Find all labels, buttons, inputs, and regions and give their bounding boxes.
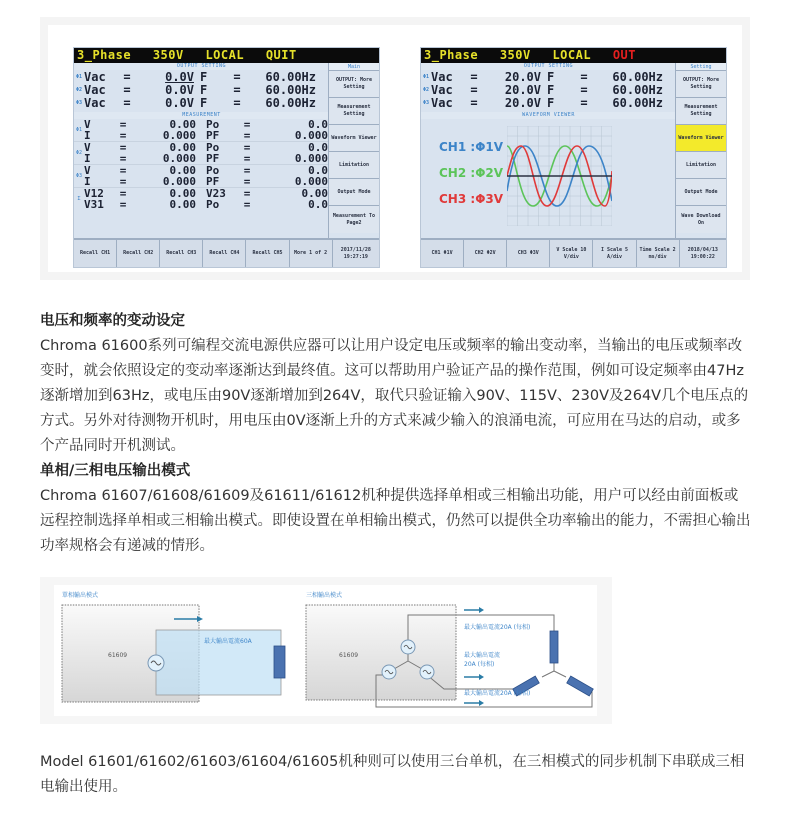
meas-label: Po bbox=[206, 141, 220, 154]
equals: = bbox=[470, 95, 478, 110]
lcd-status-bar bbox=[421, 48, 726, 63]
meas-label: PF bbox=[206, 152, 220, 165]
section-phase-mode bbox=[40, 459, 752, 559]
equals: = bbox=[233, 82, 241, 97]
ch2-label: CH2 :Φ2V bbox=[439, 166, 504, 180]
equals: = bbox=[119, 187, 127, 200]
current-label: 最大輸出電流60A bbox=[204, 638, 252, 645]
equals: = bbox=[123, 69, 131, 84]
meas-label: V bbox=[84, 164, 91, 177]
softkey-footer bbox=[421, 238, 726, 267]
vac-value-field[interactable]: 0.0V bbox=[165, 95, 194, 110]
meas-value: 0.00 bbox=[169, 141, 196, 154]
softkey-header: Main bbox=[329, 63, 379, 71]
output-row-ch2 bbox=[421, 83, 676, 96]
softkey-column bbox=[675, 63, 726, 240]
lcd-screenshots-figure bbox=[40, 17, 750, 280]
control-label: LOCAL bbox=[552, 48, 592, 62]
freq-label: F bbox=[547, 95, 555, 110]
channel-tag: Φ1 bbox=[75, 127, 83, 133]
freq-value-field[interactable]: 60.00Hz bbox=[612, 69, 663, 84]
single-phase-title: 單相輸出模式 bbox=[62, 592, 99, 599]
meas-value: 0.000 bbox=[162, 129, 196, 142]
meas-value: 0.00 bbox=[169, 118, 196, 131]
meas-value: 0.000 bbox=[294, 152, 328, 165]
channel-tag: Φ3 bbox=[75, 173, 83, 179]
meas-label: PF bbox=[206, 129, 220, 142]
datetime-display: 2018/04/13 19:00:22 bbox=[687, 246, 718, 260]
current-label-phase1: 最大輸出電流20A (每相) bbox=[464, 624, 531, 631]
softkey-measurement-page2[interactable]: Measurement To Page2 bbox=[329, 206, 379, 233]
section-heading: 单相/三相电压输出模式 bbox=[40, 463, 191, 479]
meas-value: 0.00 bbox=[169, 198, 196, 211]
equals: = bbox=[119, 198, 127, 211]
output-row-ch1 bbox=[74, 70, 329, 83]
softkey-footer bbox=[74, 238, 379, 267]
measurement-group-ch3 bbox=[74, 165, 329, 188]
equals: = bbox=[580, 95, 588, 110]
measurement-group-ch2 bbox=[74, 142, 329, 165]
vac-value-field[interactable]: 0.0V bbox=[165, 69, 194, 84]
equals: = bbox=[123, 95, 131, 110]
equals: = bbox=[119, 129, 127, 142]
mode-label: 3_Phase bbox=[77, 48, 132, 62]
ch1-source-button[interactable]: CH1 Φ1V bbox=[421, 240, 464, 267]
section-body: Model 61601/61602/61603/61604/61605机种则可以使用三台单机，在三相模式的同步机制下串联成三相电输出使用。 bbox=[40, 754, 745, 795]
equals: = bbox=[243, 141, 251, 154]
freq-label: F bbox=[547, 82, 555, 97]
more-page-button[interactable]: More 1 of 2 bbox=[290, 240, 333, 267]
softkey-wave-download[interactable]: Wave Download On bbox=[676, 206, 726, 233]
equals: = bbox=[470, 82, 478, 97]
meas-value: 0.00 bbox=[301, 187, 328, 200]
waveform-viewer bbox=[429, 126, 669, 226]
section-ramp-setting bbox=[40, 309, 752, 459]
output-mode-diagram bbox=[40, 577, 612, 724]
output-state-label: OUT bbox=[612, 48, 636, 62]
softkey-header: Setting bbox=[676, 63, 726, 71]
equals: = bbox=[233, 95, 241, 110]
output-row-ch1 bbox=[421, 70, 676, 83]
meas-value: 0.0 bbox=[308, 198, 328, 211]
lcd-status-bar bbox=[74, 48, 379, 63]
output-setting-label: OUTPUT SETTING bbox=[74, 63, 329, 70]
measurement-group-ch1 bbox=[74, 119, 329, 142]
output-setting-label: OUTPUT SETTING bbox=[421, 63, 676, 70]
meas-label: Po bbox=[206, 164, 220, 177]
freq-label: F bbox=[547, 69, 555, 84]
equals: = bbox=[580, 82, 588, 97]
vac-value-field[interactable]: 20.0V bbox=[504, 69, 541, 84]
meas-value: 0.00 bbox=[169, 187, 196, 200]
meas-label: V bbox=[84, 141, 91, 154]
softkey-output-mode[interactable]: Output Mode bbox=[676, 179, 726, 206]
meas-label: Po bbox=[206, 118, 220, 131]
model-label: 61609 bbox=[108, 652, 128, 659]
channel-tag: Φ2 bbox=[422, 86, 430, 93]
equals: = bbox=[119, 164, 127, 177]
equals: = bbox=[470, 69, 478, 84]
softkey-column bbox=[328, 63, 379, 240]
freq-value-field[interactable]: 60.00Hz bbox=[265, 82, 316, 97]
channel-tag: Σ bbox=[77, 196, 81, 202]
softkey-output-more-setting[interactable]: OUTPUT: More Setting bbox=[676, 71, 726, 98]
channel-tag: Φ3 bbox=[75, 99, 83, 106]
equals: = bbox=[243, 164, 251, 177]
lcd-waveform-screen bbox=[420, 47, 727, 268]
equals: = bbox=[233, 69, 241, 84]
waveform-viewer-label: WAVEFORM VIEWER bbox=[421, 112, 676, 119]
meas-label: I bbox=[84, 152, 91, 165]
meas-value: 0.000 bbox=[294, 175, 328, 188]
meas-label: I bbox=[84, 175, 91, 188]
equals: = bbox=[243, 198, 251, 211]
equals: = bbox=[119, 118, 127, 131]
meas-value: 0.0 bbox=[308, 164, 328, 177]
equals: = bbox=[243, 118, 251, 131]
lcd-main-screen bbox=[73, 47, 380, 268]
measurement-group-sum bbox=[74, 188, 329, 210]
equals: = bbox=[243, 187, 251, 200]
softkey-waveform-viewer[interactable]: Waveform Viewer bbox=[329, 125, 379, 152]
vac-value-field[interactable]: 20.0V bbox=[504, 82, 541, 97]
ch1-label: CH1 :Φ1V bbox=[439, 140, 504, 154]
output-row-ch3 bbox=[74, 96, 329, 109]
control-label: LOCAL bbox=[205, 48, 245, 62]
channel-tag: Φ1 bbox=[422, 73, 430, 80]
three-phase-title: 三相輸出模式 bbox=[306, 592, 343, 599]
recall-ch4-button[interactable]: Recall CH4 bbox=[203, 240, 246, 267]
meas-value: 0.0 bbox=[308, 118, 328, 131]
recall-ch3-button[interactable]: Recall CH3 bbox=[160, 240, 203, 267]
freq-label: F bbox=[200, 69, 208, 84]
equals: = bbox=[243, 175, 251, 188]
vac-label: Vac bbox=[84, 69, 106, 84]
meas-label: V23 bbox=[206, 187, 226, 200]
softkey-measurement-setting[interactable]: Measurement Setting bbox=[329, 98, 379, 125]
softkey-measurement-setting[interactable]: Measurement Setting bbox=[676, 98, 726, 125]
meas-label: PF bbox=[206, 175, 220, 188]
channel-tag: Φ2 bbox=[75, 86, 83, 93]
equals: = bbox=[123, 82, 131, 97]
freq-value-field[interactable]: 60.00Hz bbox=[612, 82, 663, 97]
output-row-ch2 bbox=[74, 83, 329, 96]
equals: = bbox=[580, 69, 588, 84]
section-heading: 电压和频率的变动设定 bbox=[40, 313, 185, 329]
current-label-phase3: 最大輸出電流20A (每相) bbox=[464, 690, 531, 697]
meas-label: V12 bbox=[84, 187, 104, 200]
freq-label: F bbox=[200, 82, 208, 97]
ch3-label: CH3 :Φ3V bbox=[439, 192, 504, 206]
softkey-limitation[interactable]: Limitation bbox=[676, 152, 726, 179]
current-label-phase2-value: 20A (每相) bbox=[464, 661, 495, 668]
channel-tag: Φ2 bbox=[75, 150, 83, 156]
meas-value: 0.000 bbox=[294, 129, 328, 142]
section-body: Chroma 61600系列可编程交流电源供应器可以让用户设定电压或频率的输出变动率，当输出的电压或频率改变时，就会依照设定的变动率逐渐达到最终值。这可以帮助用户验证产品的操作范围，例如可设定频率由47Hz逐渐增加到63Hz，或电压由90V逐渐增加到264V，取代只验证输入90V、115V、230V及264V几个电压点的方式。另外对待测物开机时，用电压由0V逐渐上升的方式来减少输入的浪涌电流，可应用在马达的启动，或多个产品同时开机测试。 bbox=[40, 338, 749, 454]
vac-label: Vac bbox=[431, 95, 453, 110]
meas-value: 0.00 bbox=[169, 164, 196, 177]
meas-value: 0.000 bbox=[162, 152, 196, 165]
waveform-plot bbox=[507, 126, 612, 226]
output-state-label: QUIT bbox=[265, 48, 297, 62]
vac-label: Vac bbox=[431, 82, 453, 97]
recall-ch5-button[interactable]: Recall CH5 bbox=[246, 240, 289, 267]
output-mode-diagram-svg bbox=[54, 585, 597, 716]
softkey-output-mode[interactable]: Output Mode bbox=[329, 179, 379, 206]
section-model-note bbox=[40, 750, 752, 800]
softkey-limitation[interactable]: Limitation bbox=[329, 152, 379, 179]
freq-value-field[interactable]: 60.00Hz bbox=[265, 69, 316, 84]
recall-ch2-button[interactable]: Recall CH2 bbox=[117, 240, 160, 267]
time-scale-button[interactable]: Time Scale 2 ms/div bbox=[637, 240, 680, 267]
ch3-source-button[interactable]: CH3 Φ3V bbox=[507, 240, 550, 267]
vac-label: Vac bbox=[84, 95, 106, 110]
meas-label: V31 bbox=[84, 198, 104, 211]
mode-label: 3_Phase bbox=[424, 48, 479, 62]
softkey-output-more-setting[interactable]: OUTPUT: More Setting bbox=[329, 71, 379, 98]
measurement-label: MEASUREMENT bbox=[74, 112, 329, 119]
output-row-ch3 bbox=[421, 96, 676, 109]
channel-tag: Φ3 bbox=[422, 99, 430, 106]
range-label: 350V bbox=[152, 48, 184, 62]
model-label: 61609 bbox=[339, 652, 359, 659]
meas-value: 0.000 bbox=[162, 175, 196, 188]
equals: = bbox=[119, 141, 127, 154]
equals: = bbox=[119, 152, 127, 165]
datetime-display: 2017/11/28 19:27:19 bbox=[340, 246, 371, 260]
i-scale-button[interactable]: I Scale 5 A/div bbox=[593, 240, 636, 267]
meas-label: V bbox=[84, 118, 91, 131]
freq-label: F bbox=[200, 95, 208, 110]
meas-label: Po bbox=[206, 198, 220, 211]
v-scale-button[interactable]: V Scale 10 V/div bbox=[550, 240, 593, 267]
freq-value-field[interactable]: 60.00Hz bbox=[612, 95, 663, 110]
vac-value-field[interactable]: 0.0V bbox=[165, 82, 194, 97]
meas-label: I bbox=[84, 129, 91, 142]
current-label-phase2: 最大輸出電流 bbox=[464, 652, 501, 659]
equals: = bbox=[243, 152, 251, 165]
softkey-waveform-viewer-active[interactable]: Waveform Viewer bbox=[676, 125, 726, 152]
range-label: 350V bbox=[499, 48, 531, 62]
vac-label: Vac bbox=[84, 82, 106, 97]
vac-value-field[interactable]: 20.0V bbox=[504, 95, 541, 110]
ch2-source-button[interactable]: CH2 Φ2V bbox=[464, 240, 507, 267]
channel-tag: Φ1 bbox=[75, 73, 83, 80]
section-body: Chroma 61607/61608/61609及61611/61612机种提供选择单相或三相输出功能，用户可以经由前面板或远程控制选择单相或三相输出模式。即使设置在单相输出模式，仍然可以提供全功率输出的能力，不需担心输出功率规格会有递减的情形。 bbox=[40, 488, 751, 554]
freq-value-field[interactable]: 60.00Hz bbox=[265, 95, 316, 110]
recall-ch1-button[interactable]: Recall CH1 bbox=[74, 240, 117, 267]
equals: = bbox=[243, 129, 251, 142]
equals: = bbox=[119, 175, 127, 188]
vac-label: Vac bbox=[431, 69, 453, 84]
meas-value: 0.0 bbox=[308, 141, 328, 154]
